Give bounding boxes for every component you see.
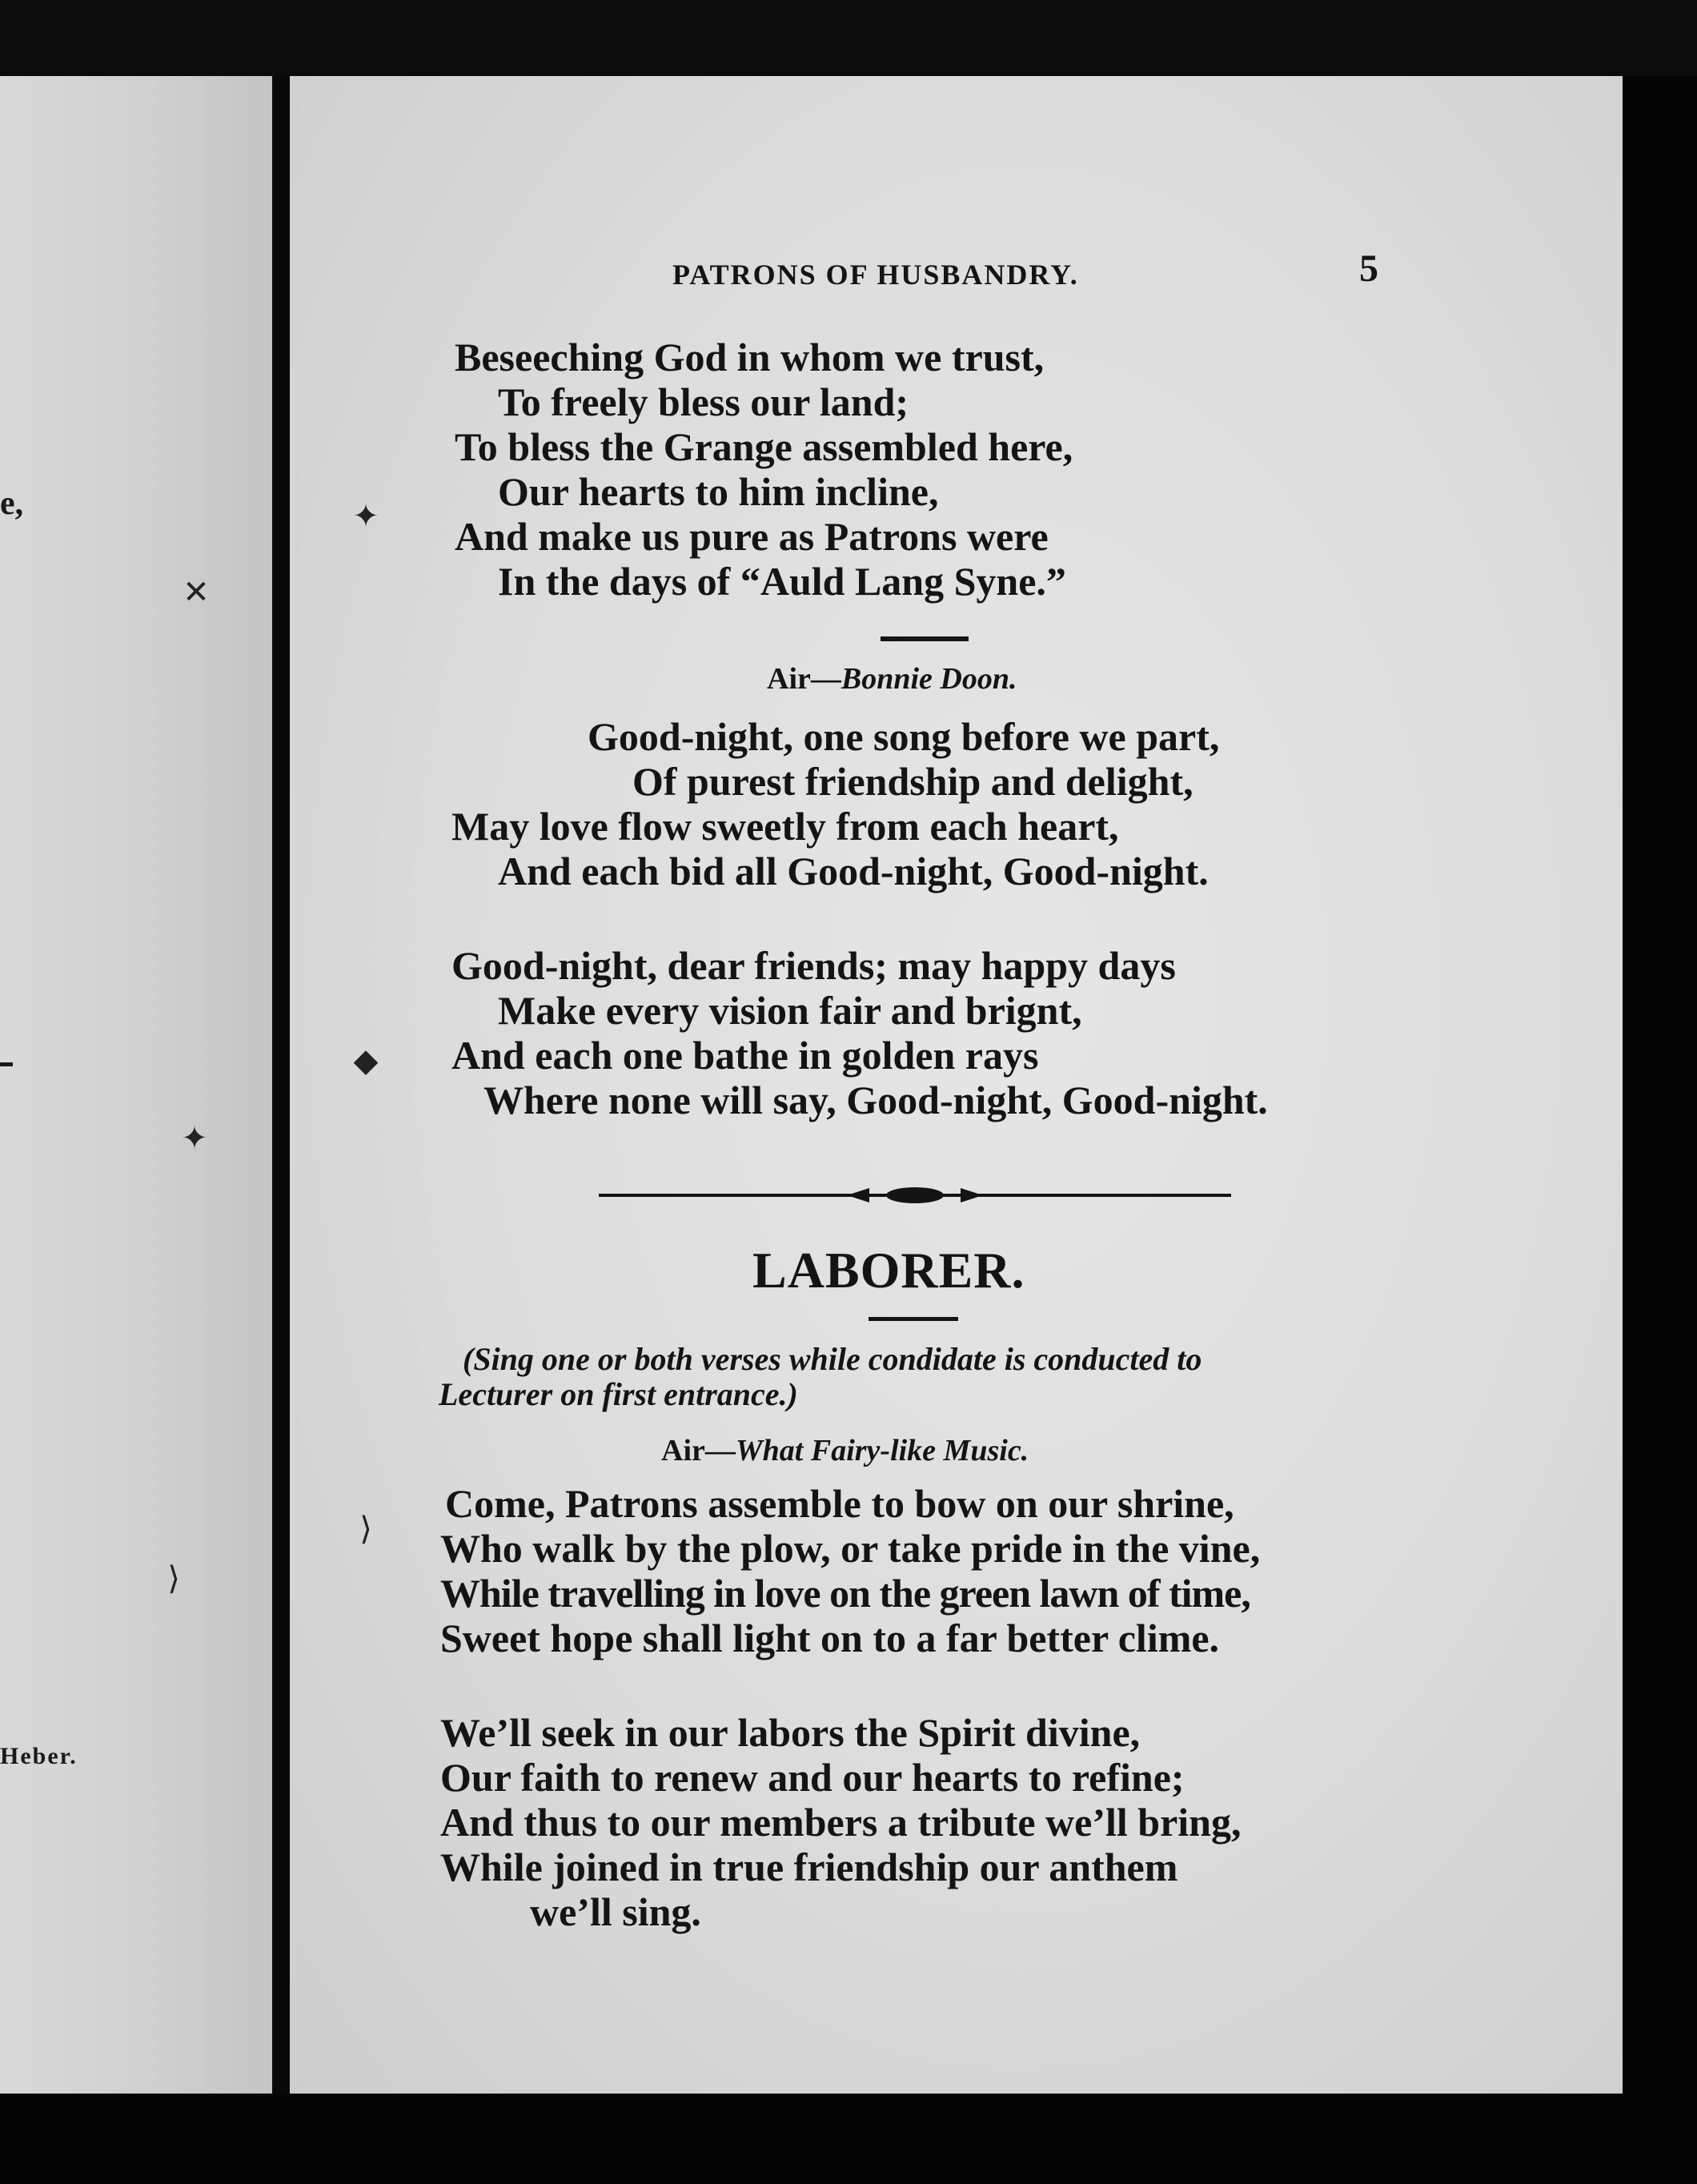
verse-line: To bless the Grange assembled here, [455, 424, 1073, 469]
verse-line: We’ll seek in our labors the Spirit divine, [440, 1710, 1141, 1755]
verse-line: May love flow sweetly from each heart, [451, 804, 1119, 849]
song-title: LABORER. [752, 1242, 1025, 1299]
verse-line: And make us pure as Patrons were [455, 514, 1049, 559]
verse-line: While travelling in love on the green lawn of time, [440, 1571, 1250, 1616]
stitch-hole-mark: ✦ [181, 1120, 208, 1157]
left-page-fragment-text: e, [0, 485, 24, 522]
stitch-hole-mark: ⟩ [167, 1560, 180, 1597]
previous-page-fragment [0, 76, 272, 2094]
air-tune-title: Bonnie Doon. [840, 662, 1017, 696]
section-divider [881, 636, 969, 641]
verse-line: And thus to our members a tribute we’ll bring, [440, 1800, 1242, 1845]
scan-border-bottom [0, 2094, 1697, 2184]
verse-line: In the days of “Auld Lang Syne.” [498, 559, 1066, 604]
verse-line: And each bid all Good-night, Good-night. [498, 849, 1209, 893]
stitch-hole-mark: ◆ [353, 1042, 379, 1079]
verse-line: Who walk by the plow, or take pride in the vine, [440, 1526, 1261, 1571]
verse-line: Good-night, dear friends; may happy days [451, 943, 1176, 988]
verse-line: While joined in true friendship our anthem [440, 1845, 1178, 1889]
title-underline [869, 1317, 958, 1321]
verse-line: Our hearts to him incline, [498, 469, 939, 514]
verse-line: Sweet hope shall light on to a far better clime. [440, 1616, 1220, 1660]
verse-line: Our faith to renew and our hearts to refine; [440, 1755, 1185, 1800]
air-tune-title: What Fairy-like Music. [735, 1434, 1029, 1467]
air-label: Air— [767, 662, 841, 696]
verse-line: Where none will say, Good-night, Good-night. [483, 1078, 1268, 1122]
performance-note: Lecturer on first entrance.) [439, 1376, 798, 1412]
scan-border-right [1623, 76, 1697, 2094]
book-gutter [272, 76, 290, 2094]
verse-line: And each one bathe in golden rays [451, 1033, 1039, 1078]
air-label: Air— [661, 1434, 736, 1467]
verse-line: Of purest friendship and delight, [632, 759, 1194, 804]
air-heading [767, 661, 1017, 697]
running-header: PATRONS OF HUSBANDRY. [672, 259, 1079, 291]
verse-line: we’ll sing. [530, 1889, 701, 1934]
verse-line: To freely bless our land; [498, 379, 909, 424]
left-page-dash [0, 1062, 13, 1066]
ornamental-divider [599, 1183, 1231, 1207]
performance-note: (Sing one or both verses while condidate is conducted to [463, 1341, 1202, 1377]
verse-line: Come, Patrons assemble to bow on our shrine, [445, 1481, 1234, 1526]
verse-line: Good-night, one song before we part, [588, 714, 1220, 759]
verse-line: Beseeching God in whom we trust, [455, 335, 1045, 379]
air-heading [661, 1433, 1029, 1468]
verse-line: Make every vision fair and brignt, [498, 988, 1082, 1033]
stitch-hole-mark: ✕ [183, 574, 210, 611]
left-page-author-fragment: Heber. [0, 1743, 78, 1769]
page-number: 5 [1359, 247, 1378, 290]
stitch-hole-mark: ✦ [352, 498, 379, 535]
stitch-hole-mark: ⟩ [359, 1511, 372, 1548]
